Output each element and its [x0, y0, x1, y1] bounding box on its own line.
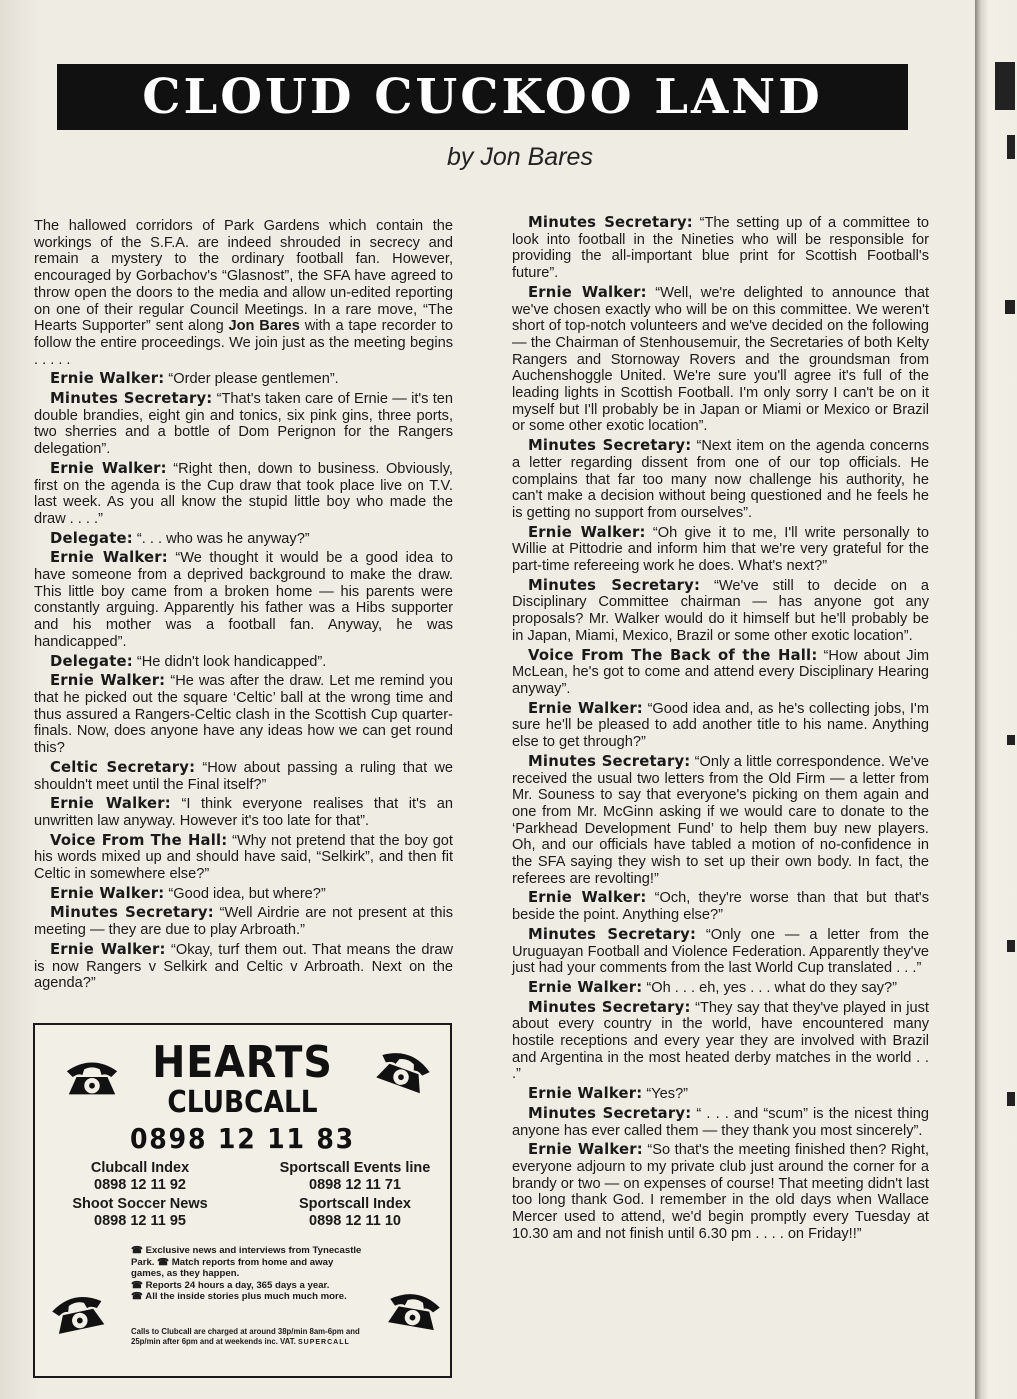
paragraph-text: “Yes?”: [642, 1086, 689, 1103]
speaker-name: Ernie Walker:: [50, 459, 167, 477]
dialogue-paragraph: [34, 371, 453, 388]
paragraph-text: “He didn't look handicapped”.: [132, 653, 327, 670]
paragraph-text: with a tape recorder to follow the entire proceedings. We join just as the meeting begins . . . . .: [34, 318, 453, 368]
paragraph-text: “How about passing a ruling that we shouldn't meet until the Final itself?”: [34, 759, 453, 793]
dialogue-paragraph: [512, 648, 929, 698]
dialogue-paragraph: [34, 550, 453, 650]
dialogue-paragraph: [512, 1142, 929, 1242]
dialogue-paragraph: [34, 391, 453, 458]
dialogue-paragraph: [34, 673, 453, 757]
dialogue-paragraph: [512, 525, 929, 575]
telephone-icon: [45, 1284, 111, 1339]
dialogue-paragraph: [512, 1000, 929, 1084]
speaker-name: Ernie Walker:: [50, 672, 166, 690]
speaker-name: Celtic Secretary:: [50, 758, 196, 776]
paragraph-text: “Right then, down to business. Obviously, first on the agenda is the Cup draw that took place live on T.V. last week. As you all know the stupid little boy who made the draw . . . .”: [34, 460, 453, 527]
speaker-name: Ernie Walker:: [528, 889, 647, 907]
speaker-name: Minutes Secretary:: [528, 752, 691, 770]
speaker-name: Ernie Walker:: [50, 370, 165, 388]
speaker-name: Voice From The Back of the Hall:: [528, 646, 818, 664]
advert-phone-number: 0898 12 11 83: [129, 1122, 356, 1155]
speaker-name: Ernie Walker:: [528, 283, 647, 301]
speaker-name: Minutes Secretary:: [528, 576, 701, 594]
advert-bullet: ☎ Reports 24 hours a day, 365 days a year.: [131, 1279, 330, 1291]
title-banner: [57, 64, 908, 130]
paragraph-text: “They say that they've played in just about every country in the world, have encountered many hostile receptions and every year they are involved with Brazil and Argentina in the most heated derby matches in the world . . .”: [512, 999, 929, 1083]
article-title: CLOUD CUCKOO LAND: [142, 69, 823, 125]
paragraph-text: “He was after the draw. Let me remind you that he picked out the square ‘Celtic’ ball at the wrong time and thus assured a Rangers-Celtic clash in the Scottish Cup quarter-finals. Now, does anyone have any ideas how we can get round this?: [34, 673, 454, 757]
intro-paragraph: [34, 218, 453, 368]
paragraph-text: “I think everyone realises that it's an unwritten law anyway. However it's too late for that”.: [34, 796, 453, 829]
dialogue-paragraph: [34, 796, 453, 829]
paragraph-text: “ . . . and “scum” is the nicest thing anyone has ever called them — they thank you most sincerely”.: [512, 1105, 929, 1139]
paragraph-text: “Oh . . . eh, yes . . . what do they say?”: [642, 979, 898, 996]
dialogue-paragraph: [34, 942, 453, 992]
speaker-name: Voice From The Hall:: [50, 831, 228, 849]
paragraph-text: “Well, we're delighted to announce that we've chosen exactly who will be on this committee. We weren't short of top-notch volunteers and we've decided on the following — the Chairman of Stenhousemuir, the Secretaries of both Kelty Rangers and Stornoway Rovers and the groundsman from Auchenshoggle United. We're sure you'll agree it's full of the leading lights in Scottish Football. I'm only sorry I can't be on it myself but I'll probably be in Japan or Miami or Mexico or Brazil or some other exotic location”.: [512, 284, 929, 435]
paragraph-text: “We thought it would be a good idea to have someone from a deprived background to make the draw. This little boy came from a broken home — his parents were constantly arguing. Apparently his father was a Hibs supporter and his mother was a football fan. Anyway, he was handicapped”.: [34, 550, 453, 650]
dialogue-paragraph: [512, 215, 929, 282]
paragraph-text: “Good idea and, as he's collecting jobs, I'm sure he'll be pleased to add another title to his name. Anything else to get through?”: [512, 700, 930, 751]
speaker-name: Ernie Walker:: [528, 699, 643, 717]
dialogue-paragraph: [34, 905, 453, 938]
paragraph-text: “Only a little correspondence. We've received the usual two letters from the Old Firm — a letter from Mr. Souness to say that everyone's picking on them again and one from Mr. McGinn asking if we would care to donate to the ‘Parkhead Development Fund’ to help them buy new players. Oh, and our officials have tabled a motion of no-confidence in the SFA saying they wish to set up their own body. In fact, the referees are revolting!”: [512, 753, 930, 887]
paragraph-text: The hallowed corridors of Park Gardens which contain the workings of the S.F.A. are indeed shrouded in secrecy and remain a mystery to the ordinary football fan. However, encouraged by Gorbachov's “Glasnost”, the SFA have agreed to throw open the doors to the media and allow un-edited reporting on one of their regular Council Meetings. In a rare move, “The Hearts Supporter” sent along: [34, 218, 453, 335]
speaker-name: Ernie Walker:: [50, 884, 165, 902]
speaker-name: Delegate:: [50, 529, 133, 547]
clubcall-advert: [33, 1023, 452, 1378]
dialogue-paragraph: [512, 438, 929, 522]
supercall-logo: SUPERCALL: [297, 1339, 350, 1346]
byline: by Jon Bares: [447, 143, 593, 171]
paragraph-text: “Why not pretend that the boy got his words mixed up and should have said, “Selkirk”, and then fit Celtic in somewhere else?”: [34, 832, 453, 883]
advert-bullet: ☎ All the inside stories plus much much more.: [131, 1291, 347, 1302]
paragraph-text: “The setting up of a committee to look into football in the Nineties who will be responsible for providing the all-important blue print for Scottish Football's future”.: [512, 215, 929, 282]
speaker-name: Ernie Walker:: [528, 523, 646, 541]
dialogue-paragraph: [34, 760, 453, 793]
dialogue-paragraph: [34, 531, 453, 548]
speaker-name: Minutes Secretary:: [528, 1104, 692, 1122]
dialogue-paragraph: [512, 927, 929, 977]
dialogue-paragraph: [34, 886, 453, 903]
dialogue-paragraph: [34, 654, 453, 671]
advert-line: Shoot Soccer News 0898 12 11 95: [72, 1196, 208, 1229]
paragraph-text: “So that's the meeting finished then? Right, everyone adjourn to my private club just around the corner for a brandy or two — on expenses of course! That meeting didn't last too long thank God. I remember in the old days when Wallace Mercer used to attend, we'd begin promptly every Tuesday at 10.30 am and not finish until 6.30 pm . . . . on Friday!!”: [512, 1142, 929, 1242]
dialogue-paragraph: [512, 980, 929, 997]
dialogue-paragraph: [512, 754, 929, 888]
advert-line: Sportscall Events line 0898 12 11 71: [279, 1160, 431, 1193]
paragraph-text: “How about Jim McLean, he's got to come and attend every Disciplinary Hearing anyway”.: [512, 647, 929, 697]
advert-subtitle: CLUBCALL: [167, 1085, 318, 1120]
paragraph-text: “Well Airdrie are not present at this meeting — they are due to play Arbroath.”: [34, 905, 453, 939]
facing-page-edge: [975, 0, 1017, 1399]
speaker-name: Ernie Walker:: [528, 1141, 643, 1159]
dialogue-paragraph: [34, 833, 453, 883]
advert-bullets: [131, 1245, 363, 1303]
paragraph-text: “Oh give it to me, I'll write personally to Willie at Pittodrie and inform him that we're very grateful for the part-time refereeing work he does. What's next?”: [512, 524, 930, 575]
speaker-name: Ernie Walker:: [528, 1085, 643, 1103]
dialogue-paragraph: [512, 701, 929, 751]
advert-title: HEARTS: [152, 1037, 333, 1088]
dialogue-paragraph: [512, 1106, 929, 1139]
speaker-name: Minutes Secretary:: [528, 437, 692, 455]
paragraph-text: “Good idea, but where?”: [164, 885, 326, 902]
advert-footer: Calls to Clubcall are charged at around 38p/min 8am-6pm and 25p/min after 6pm and at weekends inc. VAT. SUPERCALL: [131, 1327, 360, 1346]
dialogue-paragraph: [512, 578, 929, 645]
article-column-right: [512, 215, 929, 1245]
dialogue-paragraph: [512, 1086, 929, 1103]
advert-line: Clubcall Index 0898 12 11 92: [90, 1160, 190, 1193]
dialogue-paragraph: [34, 461, 453, 528]
speaker-name: Ernie Walker:: [50, 549, 168, 567]
telephone-icon: [382, 1282, 447, 1335]
speaker-name: Ernie Walker:: [50, 795, 171, 813]
advert-line: Sportscall Index 0898 12 11 10: [298, 1196, 411, 1229]
paragraph-text: “Only one — a letter from the Uruguayan Football and Violence Federation. Apparently they've just had your comments from the last World Cup translated . . .”: [512, 926, 929, 977]
speaker-name: Minutes Secretary:: [50, 390, 213, 408]
speaker-name: Ernie Walker:: [50, 940, 166, 958]
paragraph-text: “. . . who was he anyway?”: [132, 530, 310, 547]
speaker-name: Delegate:: [50, 652, 133, 670]
article-column-left: [34, 218, 453, 995]
paragraph-text: “Och, they're worse than that but that's beside the point. Anything else?”: [512, 890, 929, 924]
advert-bullet: ☎ Exclusive news and interviews from Tynecastle Park. ☎ Match reports from home and away games, as they happen.: [131, 1245, 362, 1279]
dialogue-paragraph: [512, 890, 929, 923]
speaker-name: Minutes Secretary:: [528, 925, 697, 943]
paragraph-text: “Okay, turf them out. That means the draw is now Rangers v Selkirk and Celtic v Arbroath. Next on the agenda?”: [34, 941, 453, 992]
paragraph-text: “That's taken care of Ernie — it's ten double brandies, eight gin and tonics, six pink gins, three ports, two sherries and a bottle of Dom Perignon for the Rangers delegation”.: [34, 391, 453, 458]
paragraph-text: “Next item on the agenda concerns a letter regarding dissent from one of our top officials. He complains that far too many now challenge his authority, he can't make a decision without being questioned and he feels he is getting no support from ourselves”.: [512, 438, 929, 521]
paragraph-text: “We've still to decide on a Disciplinary Committee chairman — has anyone got any proposals? Mr. Walker would do it himself but he'll probably be in Japan, Miami, Mexico, Brazil or some other exotic location”.: [512, 577, 929, 644]
speaker-name: Minutes Secretary:: [528, 998, 691, 1016]
speaker-name: Minutes Secretary:: [528, 214, 693, 231]
paragraph-text: “Order please gentlemen”.: [164, 371, 339, 388]
speaker-name: Ernie Walker:: [528, 978, 643, 996]
author-name: Jon Bares: [228, 318, 300, 335]
speaker-name: Minutes Secretary:: [50, 904, 214, 922]
dialogue-paragraph: [512, 285, 929, 435]
